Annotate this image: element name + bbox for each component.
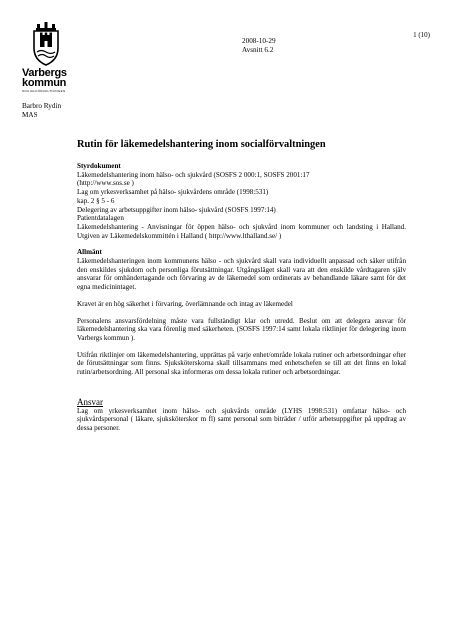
styrdokument-anvisning: Läkemedelshantering - Anvisningar för öppen hälso- och sjukvård inom kommuner och landsting i Halland. Utgiven av Läkemedelskommittén i Halland ( http://www.lthalland.se/ ) — [77, 222, 406, 240]
logo-name-line2: kommun — [22, 77, 67, 89]
document-body — [77, 162, 406, 433]
date-block — [242, 37, 276, 55]
ansvar-paragraph: Lag om yrkesverksamhet inom hälso- och sjukvårds område (LYHS 1998:531) omfattar hälso- och sjukvårdspersonal ( läkare, sjuksköterskor m fl) samt personal som biträder / utför arbetsuppgifter på uppdrag av dessa personer. — [77, 406, 406, 433]
allmant-paragraph: Personalens ansvarsfördelning måste vara fullständigt klar och utredd. Beslut om att delegera ansvar för läkemedelshantering ska vara förenlig med säkerheten. (SOSFS 1997:14 samt lokala riktlinjer för delegering inom Varbergs kommun ). — [77, 316, 406, 342]
author-role: MAS — [22, 111, 38, 119]
allmant-paragraph: Läkemedelshanteringen inom kommunens hälso - och sjukvård skall vara individuellt anpassad och säker utifrån den enskildes sjukdom och personliga förutsättningar. Utgångsläget skall vara att den enskilde vårdtagaren själv ansvarar för omhändertagande och förvaring av de läkemedel som ordinerats av behandlande läkare samt för det egna medicinintaget. — [77, 257, 406, 292]
styrdokument-heading: Styrdokument — [77, 162, 121, 170]
styrdokument-line: Patientdatalagen — [77, 214, 124, 223]
author-name: Barbro Rydin — [22, 102, 62, 110]
logo-wordmark — [22, 68, 72, 93]
allmant-paragraph: Utifrån riktlinjer om läkemedelshantering, upprättas på varje enhet/område lokala rutiner och arbetsordningar efter de förutsättningar som finns. Sjuksköterskorna skall tillsammans med enhetschefen se till att det finns en lokal rutin/arbetsordning. All personal ska informeras om dessa lokala rutiner och arbetsordningar. — [77, 350, 406, 377]
page-number: 1 (10) — [413, 31, 430, 39]
styrdokument-line: kap. 2 § 5 - 6 — [77, 196, 115, 205]
municipal-crest-icon — [31, 22, 61, 66]
styrdokument-line: (http://www.sos.se ) — [77, 179, 134, 188]
styrdokument-line: Lag om yrkesverksamhet på hälso- sjukvårdens område (1998:531) — [77, 188, 269, 197]
document-title: Rutin för läkemedelshantering inom socialförvaltningen — [77, 139, 326, 150]
ansvar-heading: Ansvar — [77, 396, 103, 407]
varberg-logo — [22, 22, 72, 93]
styrdokument-line: Delegering av arbetsuppgifter inom hälso- sjukvård (SOSFS 1997:14) — [77, 205, 276, 214]
logo-tagline: SOCIALFÖRVALTNINGEN — [22, 89, 66, 93]
styrdokument-line: Läkemedelshantering inom hälso- och sjukvård (SOSFS 2 000:1, SOSFS 2001:17 — [77, 170, 310, 179]
allmant-paragraph: Kravet är en hög säkerhet i förvaring, överlämnande och intag av läkemedel — [77, 299, 293, 308]
logo-name: Varbergs — [22, 67, 67, 79]
author-block — [22, 102, 61, 120]
document-date: 2008-10-29 — [242, 37, 276, 45]
allmant-heading: Allmänt — [77, 248, 102, 257]
section-number: Avsnitt 6.2 — [242, 46, 274, 54]
